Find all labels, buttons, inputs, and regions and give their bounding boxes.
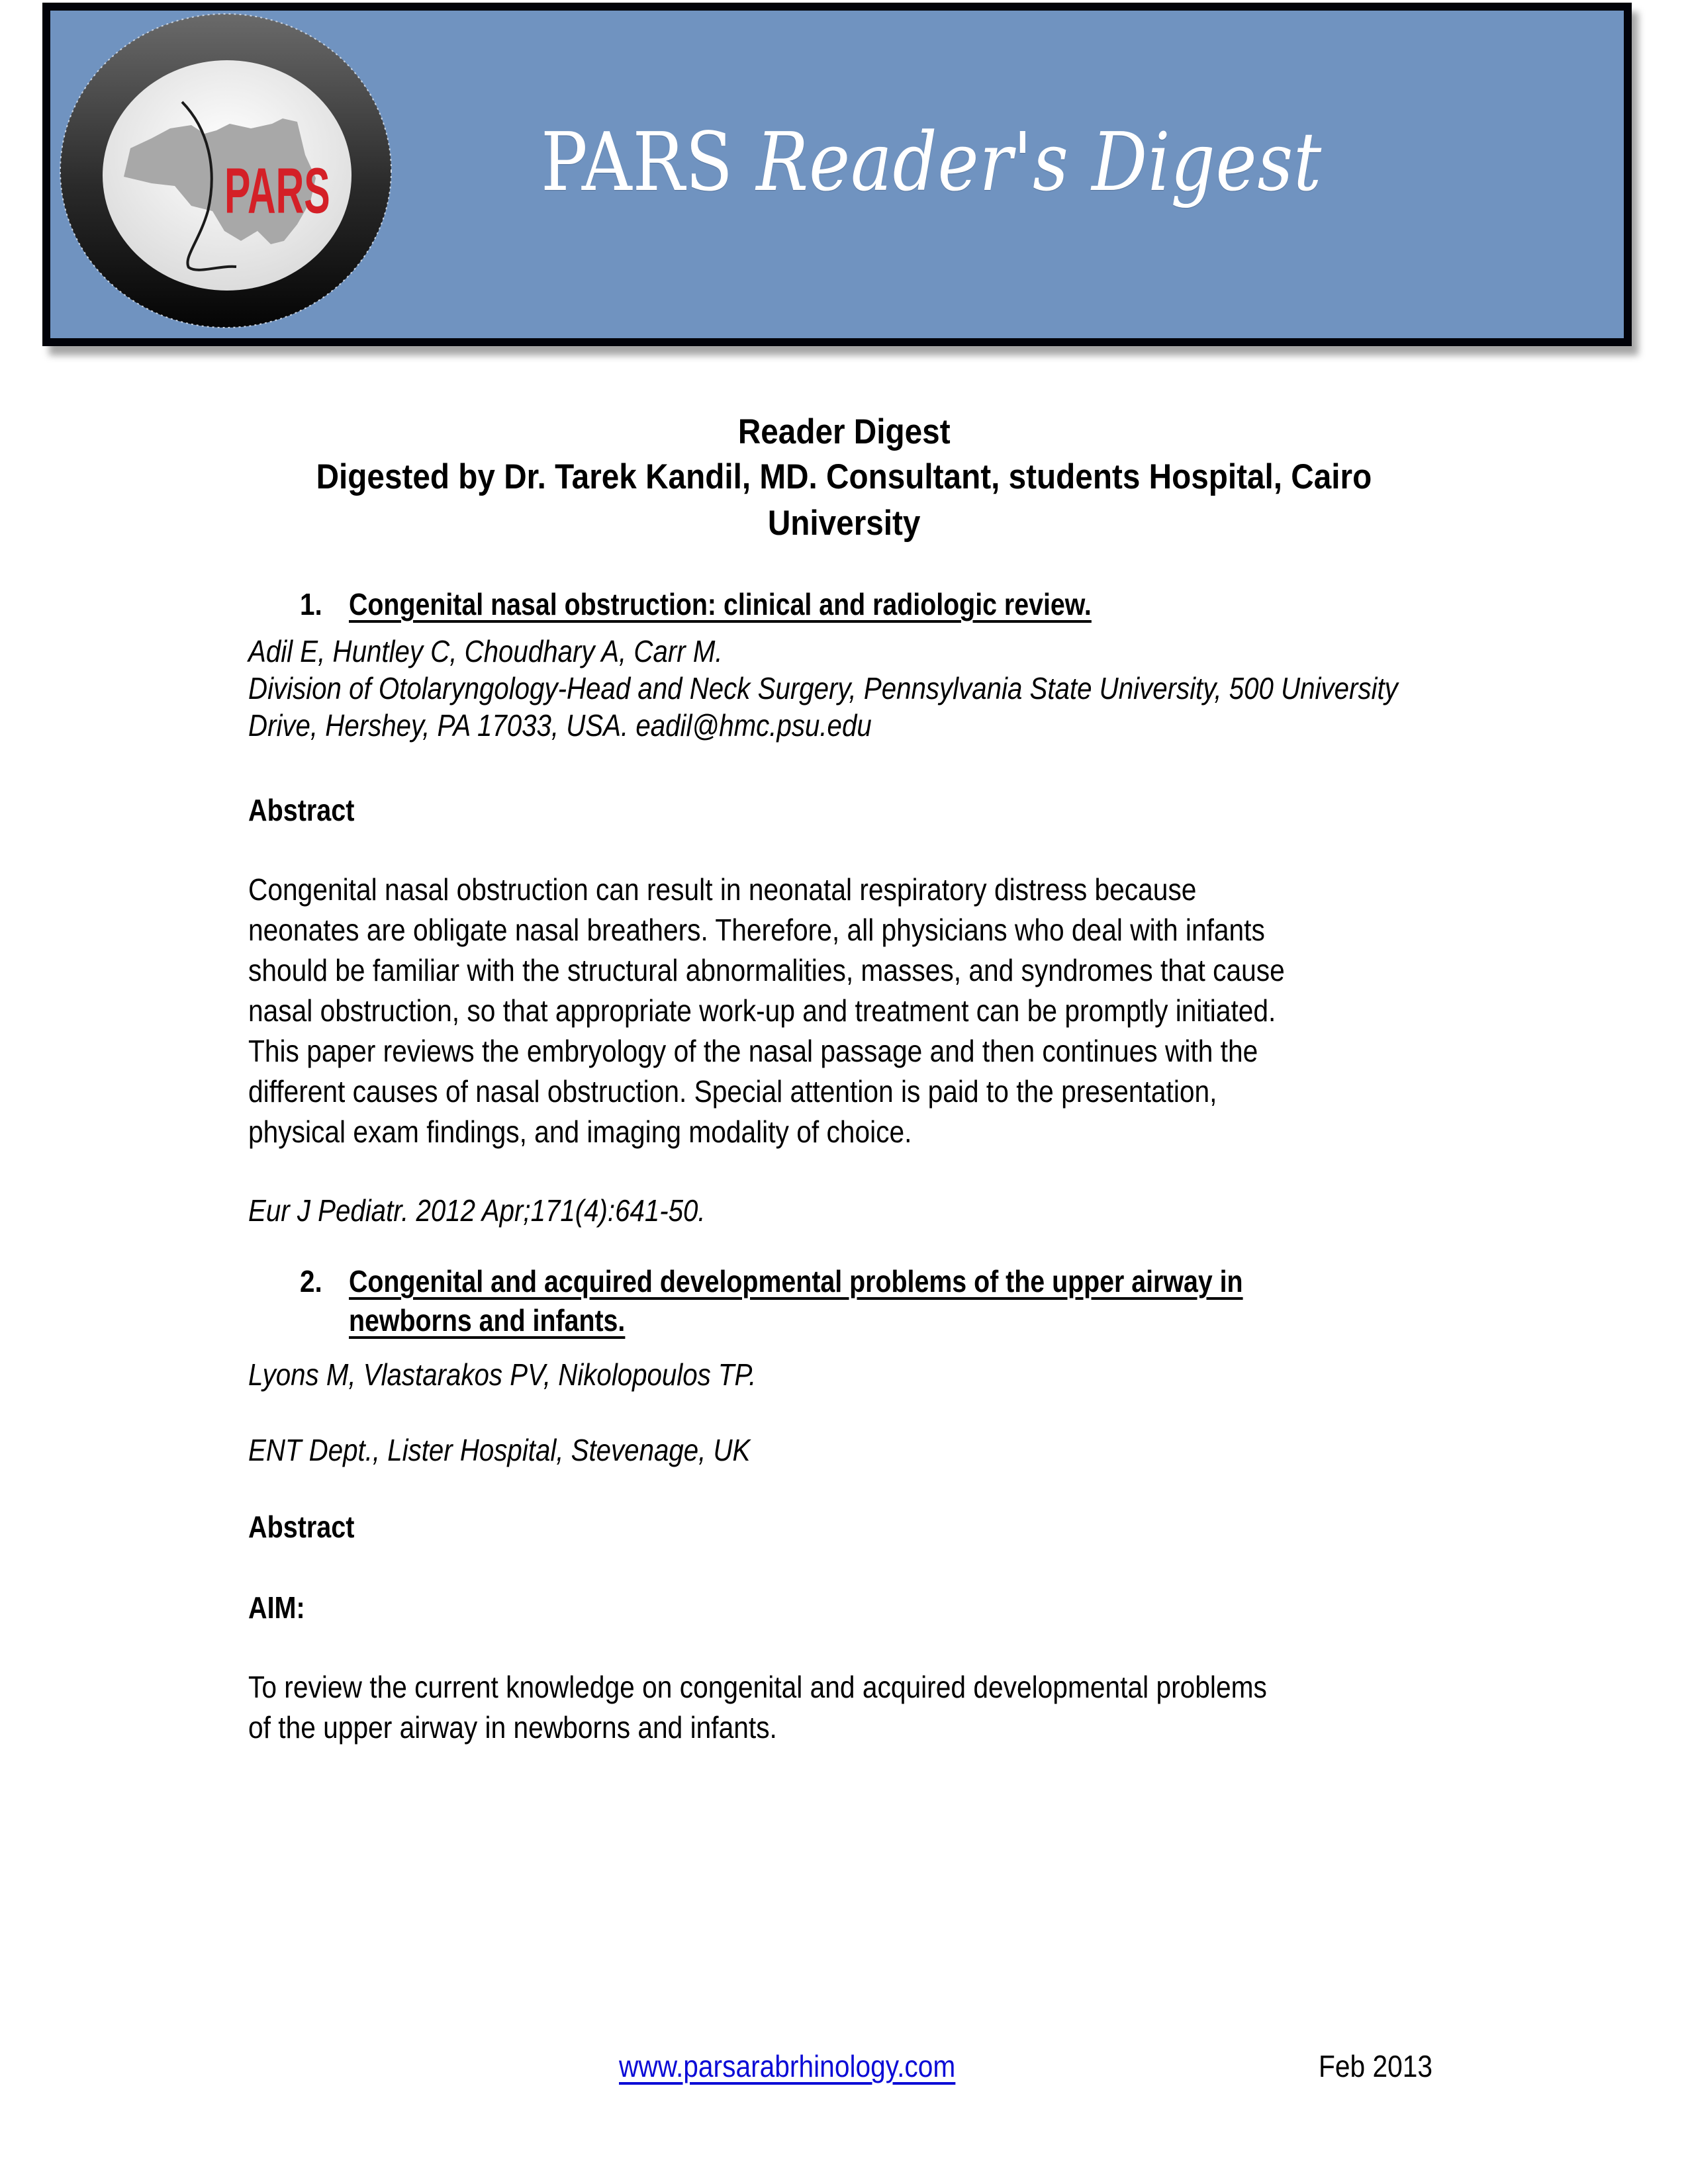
- abstract-line: neonates are obligate nasal breathers. Therefore, all physicians who deal with infants: [248, 913, 1265, 947]
- abstract-line: different causes of nasal obstruction. Special attention is paid to the presentation,: [248, 1074, 1217, 1109]
- banner-title-regular: PARS: [541, 115, 734, 209]
- page-title: [0, 414, 1688, 449]
- byline-text-1: Digested by Dr. Tarek Kandil, MD. Consultant, students Hospital, Cairo: [316, 457, 1372, 496]
- abstract-line: Congenital nasal obstruction can result in neonatal respiratory distress because: [248, 872, 1197, 907]
- page-title-text: Reader Digest: [737, 412, 951, 451]
- website-link[interactable]: www.parsarabrhinology.com: [619, 2049, 956, 2083]
- article-title[interactable]: Congenital nasal obstruction: clinical and radiologic review.: [349, 587, 1092, 621]
- banner-title: [541, 115, 1323, 209]
- abstract-line: nasal obstruction, so that appropriate work-up and treatment can be promptly initiated.: [248, 993, 1276, 1028]
- aim-heading: AIM:: [248, 1590, 305, 1625]
- article-affiliation-line: ENT Dept., Lister Hospital, Stevenage, UK: [248, 1433, 751, 1467]
- article-title[interactable]: Congenital and acquired developmental problems of the upper airway in: [349, 1264, 1243, 1298]
- abstract-line: physical exam findings, and imaging modality of choice.: [248, 1115, 912, 1149]
- byline-line-1: [0, 459, 1688, 494]
- article-affiliation-line: Division of Otolaryngology-Head and Neck Surgery, Pennsylvania State University, 500 University: [248, 671, 1398, 705]
- abstract-heading: Abstract: [248, 1510, 355, 1544]
- article-authors: Adil E, Huntley C, Choudhary A, Carr M.: [248, 634, 723, 668]
- banner-title-italic: Reader's Digest: [756, 115, 1323, 209]
- byline-text-2: University: [767, 504, 921, 543]
- article-affiliation-line: Drive, Hershey, PA 17033, USA. eadil@hmc.psu.edu: [248, 708, 872, 743]
- logo-text: PARS: [224, 155, 330, 228]
- header-banner: [42, 3, 1632, 346]
- byline-line-2: [0, 506, 1688, 541]
- issue-date: Feb 2013: [1319, 2049, 1433, 2083]
- abstract-line: To review the current knowledge on congenital and acquired developmental problems: [248, 1670, 1267, 1704]
- article-citation: Eur J Pediatr. 2012 Apr;171(4):641-50.: [248, 1193, 706, 1228]
- article-title-continued[interactable]: newborns and infants.: [349, 1303, 626, 1338]
- abstract-heading: Abstract: [248, 793, 355, 827]
- pars-logo: [59, 13, 393, 329]
- abstract-line: should be familiar with the structural abnormalities, masses, and syndromes that cause: [248, 953, 1285, 987]
- article-number: 1.: [300, 587, 322, 621]
- article-authors: Lyons M, Vlastarakos PV, Nikolopoulos TP.: [248, 1357, 757, 1392]
- abstract-line: This paper reviews the embryology of the nasal passage and then continues with the: [248, 1034, 1258, 1068]
- abstract-line: of the upper airway in newborns and infants.: [248, 1710, 777, 1745]
- article-number: 2.: [300, 1264, 322, 1298]
